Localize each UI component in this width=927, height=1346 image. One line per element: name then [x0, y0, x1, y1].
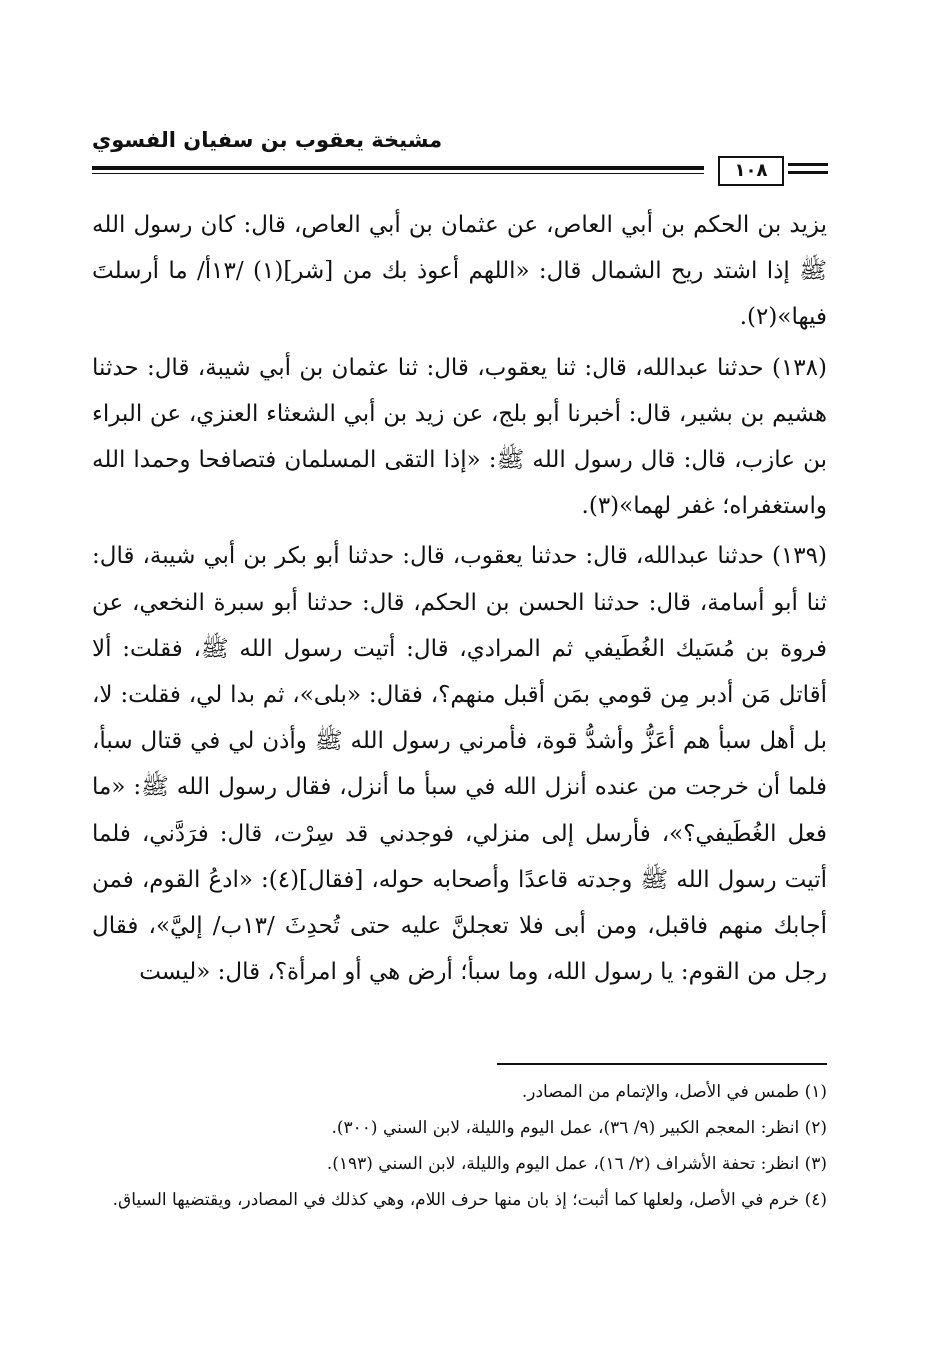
page-number-dash-bottom	[788, 171, 828, 174]
page-number: ١٠٨	[718, 156, 784, 186]
footnote-separator	[497, 1063, 827, 1065]
footnote-3: (٣) انظر: تحفة الأشراف (٢/ ١٦)، عمل اليوم والليلة، لابن السني (١٩٣).	[326, 1154, 827, 1174]
paragraph-hadith-139: (١٣٩) حدثنا عبدالله، قال: حدثنا يعقوب، قال: حدثنا أبو بكر بن أبي شيبة، قال: ثنا أبو أسامة، قال: حدثنا الحسن بن الحكم، قال: حدثنا أبو سبرة النخعي، عن فروة بن مُسَيك الغُطَيفي ثم المرادي، قال: أتيت رسول الله ﷺ، فقلت: ألا أقاتل مَن أدبر مِن قومي بمَن أقبل منهم؟، فقال: «بلى»، ثم بدا لي، فقلت: لا، بل أهل سبأ هم أعَزُّ وأشدُّ قوة، فأمرني رسول الله ﷺ وأذن لي في قتال سبأ، فلما أن خرجت من عنده أنزل الله في سبأ ما أنزل، فقال رسول الله ﷺ: «ما فعل الغُطَيفي؟»، فأرسل إلى منزلي، فوجدني قد سِرْت، قال: فرَدَّني، فلما أتيت رسول الله ﷺ وجدته قاعدًا وأصحابه حوله، [فقال](٤): «ادعُ القوم، فمن أجابك منهم فاقبل، ومن أبى فلا تعجلنَّ عليه حتى تُحدِثَ /١٣ب/ إليَّ»، فقال رجل من القوم: يا رسول الله، وما سبأ؛ أرض هي أو امرأة؟، قال: «ليست	[92, 543, 828, 986]
footnote-2: (٢) انظر: المعجم الكبير (٩/ ٣٦)، عمل اليوم والليلة، لابن السني (٣٠٠).	[331, 1118, 827, 1138]
footnotes	[92, 1074, 827, 1218]
book-title: مشيخة يعقوب بن سفيان الفسوي	[92, 128, 443, 152]
footnote-4: (٤) خرم في الأصل، ولعلها كما أثبت؛ إذ بان منها حرف اللام، وهي كذلك في المصادر، ويقتضيها السياق.	[112, 1190, 827, 1210]
header-rule	[92, 166, 704, 174]
paragraph-hadith-138: (١٣٨) حدثنا عبدالله، قال: ثنا يعقوب، قال: ثنا عثمان بن أبي شيبة، قال: حدثنا هشيم بن بشير، قال: أخبرنا أبو بلج، عن زيد بن أبي الشعثاء العنزي، عن البراء بن عازب، قال: قال رسول الله ﷺ: «إذا التقى المسلمان فتصافحا وحمدا الله واستغفراه؛ غفر لهما»(٣).	[92, 354, 827, 520]
paragraph-1: يزيد بن الحكم بن أبي العاص، عن عثمان بن أبي العاص، قال: كان رسول الله ﷺ إذا اشتد ريح الشمال قال: «اللهم أعوذ بك من [شر](١) /١٣أ/ ما أرسلتَ فيها»(٢).	[92, 212, 827, 331]
footnote-1: (١) طمس في الأصل، والإتمام من المصادر.	[521, 1082, 827, 1102]
main-text	[92, 202, 827, 999]
page-number-dash-top	[788, 163, 828, 166]
